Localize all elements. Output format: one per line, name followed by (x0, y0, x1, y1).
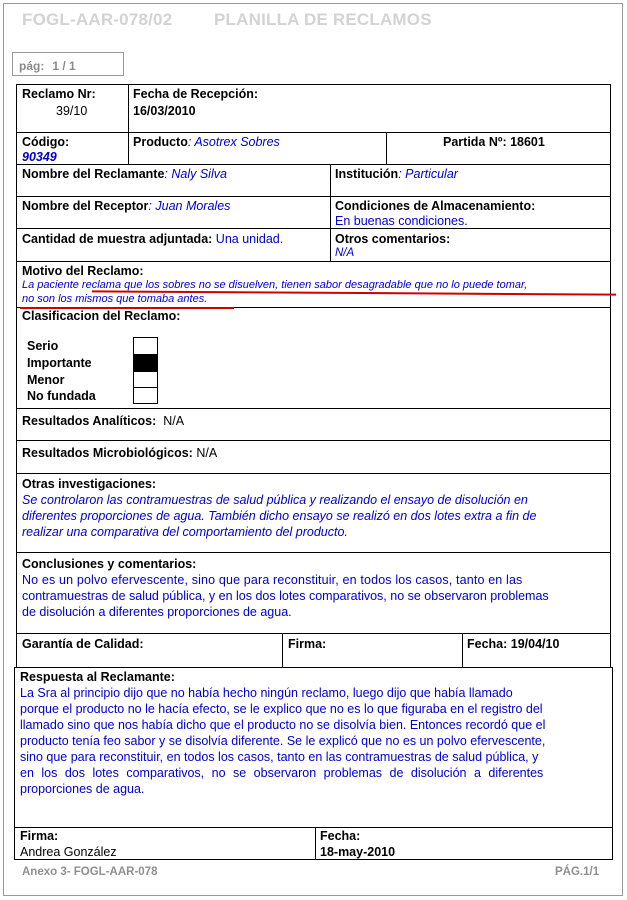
fecha-final-label: Fecha: (320, 829, 361, 843)
resultados-analiticos-field (22, 414, 184, 428)
codigo-label: Código: (22, 135, 70, 149)
conclusiones-label: Conclusiones y comentarios: (22, 557, 197, 571)
resultados-analiticos-label: Resultados Analíticos: (22, 414, 157, 428)
reclamo-value: 39/10 (56, 104, 88, 118)
page-indicator (12, 52, 124, 76)
receptor-field (22, 199, 230, 213)
otras-investigaciones-label: Otras investigaciones: (22, 477, 157, 491)
receptor-value: : Juan Morales (148, 199, 231, 213)
codigo-value: 90349 (22, 150, 57, 164)
otras-investigaciones-line: Se controlaron las contramuestras de salud pública y realizando el ensayo de disolución en (22, 493, 528, 507)
resultados-micro-field (22, 446, 217, 460)
footer-annex: Anexo 3- FOGL-AAR-078 (22, 866, 158, 878)
option-no-fundada: No fundada (27, 389, 96, 403)
motivo-label: Motivo del Reclamo: (22, 264, 144, 278)
conclusiones-line: contramuestras de salud pública, y en los dos lotes comparativos, no se observaron problemas (22, 589, 549, 603)
producto-label: Producto (133, 135, 188, 149)
firma-final-value: Andrea González (20, 845, 117, 859)
respuesta-line: La Sra al principio dijo que no había hecho ningún reclamo, luego dijo que había llamado (20, 686, 513, 700)
almacenamiento-label: Condiciones de Almacenamiento: (335, 199, 536, 213)
fecha-final-value: 18-may-2010 (320, 845, 396, 859)
respuesta-label: Respuesta al Reclamante: (20, 670, 175, 684)
garantia-fecha: Fecha: 19/04/10 (467, 637, 560, 651)
respuesta-line: sino que para reconstituir, en todos los casos, tanto en las contramuestras de salud pública, y (20, 750, 539, 764)
institucion-value: : Particular (398, 167, 458, 181)
fecha-recepcion-value: 16/03/2010 (133, 104, 196, 118)
muestra-value: Una unidad. (215, 232, 284, 246)
motivo-line-2: no son los mismos que tomaba antes. (22, 293, 208, 305)
resultados-micro-value: N/A (196, 446, 218, 460)
reclamante-value: : Naly Silva (164, 167, 227, 181)
garantia-label: Garantía de Calidad: (22, 637, 144, 651)
muestra-label: Cantidad de muestra adjuntada: (22, 232, 213, 246)
resultados-analiticos-value: N/A (163, 414, 185, 428)
clasificacion-label: Clasificacion del Reclamo: (22, 309, 181, 323)
resultados-micro-label: Resultados Microbiológicos: (22, 446, 193, 460)
page-label: pág: (19, 59, 45, 73)
option-menor: Menor (27, 373, 65, 387)
checkbox-importante[interactable] (133, 354, 158, 372)
footer-page: PÁG.1/1 (555, 866, 600, 878)
otras-investigaciones-line: realizar una comparativa del comportamiento del producto. (22, 525, 348, 539)
producto-field (133, 135, 280, 149)
checkbox-menor[interactable] (133, 371, 158, 388)
respuesta-line: producto tenía feo sabor y se disolvía diferente. Se le explicó que no es un polvo efervescente, (20, 734, 546, 748)
producto-value: : Asotrex Sobres (187, 135, 280, 149)
otras-investigaciones-line: diferentes proporciones de agua. También dicho ensayo se realizó en dos lotes extra a fin de (22, 509, 537, 523)
muestra-field (22, 232, 283, 246)
almacenamiento-value: En buenas condiciones. (335, 214, 468, 228)
institucion-field (335, 167, 458, 181)
respuesta-line: proporciones de agua. (20, 782, 145, 796)
reclamante-field (22, 167, 227, 181)
conclusiones-line: de disolución a diferentes proporciones de agua. (22, 605, 292, 619)
reclamante-label: Nombre del Reclamante (22, 167, 165, 181)
form-title: PLANILLA DE RECLAMOS (214, 10, 432, 29)
option-importante: Importante (27, 356, 92, 370)
conclusiones-line: No es un polvo efervescente, sino que para reconstituir, en todos los casos, tanto en las (22, 573, 523, 587)
respuesta-line: porque el producto no le hacía efecto, se le explico que no es lo que figuraba en el registro del (20, 702, 543, 716)
firma-final-label: Firma: (20, 829, 59, 843)
partida-label: Partida Nº: 18601 (443, 135, 545, 149)
motivo-line-1: La paciente reclama que los sobres no se disuelven, tienen sabor desagradable que no lo puede tomar, (22, 279, 528, 291)
page-value: 1 / 1 (52, 59, 76, 73)
respuesta-line: en los dos lotes comparativos, no se observaron problemas de disolución a diferentes (20, 766, 544, 780)
respuesta-line: llamado sino que nos había dicho que el producto no se disolvía bien. Entonces recordó que el (20, 718, 546, 732)
otros-comentarios-label: Otros comentarios: (335, 232, 451, 246)
checkbox-no-fundada[interactable] (133, 387, 158, 404)
otros-comentarios-value: N/A (335, 247, 355, 259)
fecha-recepcion-label: Fecha de Recepción: (133, 87, 259, 101)
form-code: FOGL-AAR-078/02 (22, 10, 173, 29)
garantia-firma-label: Firma: (288, 637, 327, 651)
reclamo-label: Reclamo Nr: (22, 87, 96, 101)
receptor-label: Nombre del Receptor (22, 199, 149, 213)
institucion-label: Institución (335, 167, 399, 181)
checkbox-serio[interactable] (133, 337, 158, 355)
option-serio: Serio (27, 339, 59, 353)
